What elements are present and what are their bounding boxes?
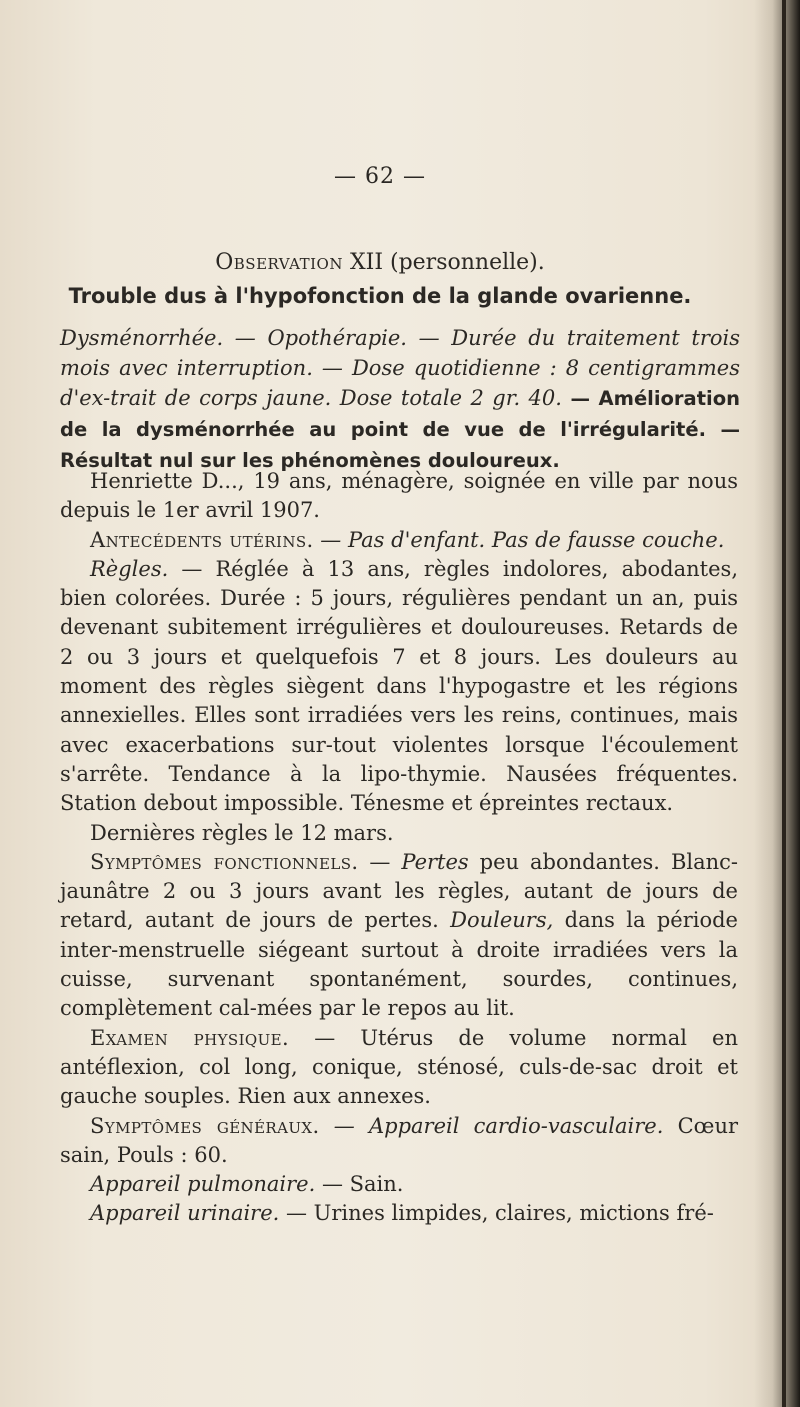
page-edge-shadow (754, 0, 800, 1407)
regles-heading: Règles. (90, 556, 169, 581)
paragraph-symptomes-generaux (60, 1112, 738, 1171)
paragraph-antecedents (60, 526, 738, 555)
paragraph-pulmonaire (60, 1170, 738, 1199)
symptomes-fonctionnels-text2: dans la période inter-menstruelle siégeant surtout à droite irradiées vers la cuisse, survenant spontanément, sourdes, continues, complètement cal-mées par le repos au lit. (60, 908, 738, 1021)
page-number: — 62 — (334, 164, 426, 189)
observation-title-prefix: Observation (215, 250, 343, 275)
symptomes-fonctionnels-dash: — (358, 849, 402, 874)
paragraph-dernieres-regles: Dernières règles le 12 mars. (90, 820, 394, 845)
douleurs-heading: Douleurs, (450, 908, 554, 933)
symptomes-fonctionnels-text1: peu abondantes. Blanc-jaunâtre 2 ou 3 jours avant les règles, autant de jours de retard, autant de jours de pertes. (60, 849, 738, 933)
observation-subtitle: Trouble dus à l'hypofonction de la glande ovarienne. (68, 284, 692, 308)
examen-text: — Utérus de volume normal en antéflexion, col long, conique, sténosé, culs-de-sac droit et gauche souples. Rien aux annexes. (60, 1025, 738, 1109)
observation-summary (60, 323, 740, 476)
urinaire-heading: Appareil urinaire. (90, 1201, 280, 1226)
observation-body (60, 467, 738, 1229)
cardio-vasculaire-text: Cœur sain, Pouls : 60. (60, 1113, 739, 1167)
paragraph-regles (60, 555, 738, 819)
summary-treatment: Dysménorrhée. — Opothérapie. — Durée du traitement trois mois avec interruption. — Dose quotidienne : 8 centigrammes d'ex-trait de corps jaune. Dose totale 2 gr. 40. (60, 326, 740, 410)
observation-title (0, 250, 760, 275)
paragraph-urinaire (60, 1199, 738, 1228)
page-binding-line (782, 0, 786, 1407)
regles-text: — Réglée à 13 ans, règles indolores, abodantes, bien colorées. Durée : 5 jours, régulières pendant un an, puis devenant subitement irrégulières et douloureuses. Retards de 2 ou 3 jours et quelquefois 7 et 8 jours. Les douleurs au moment des règles siègent dans l'hypogastre et les régions annexielles. Elles sont irradiées vers les reins, continues, mais avec exacerbations sur-tout violentes lorsque l'écoulement s'arrête. Tendance à la lipo-thymie. Nausées fréquentes. Station debout impossible. Ténesme et épreintes rectaux. (60, 556, 738, 816)
antecedents-heading: Antecédents utérins. (90, 527, 314, 552)
observation-title-rest: XII (personnelle). (342, 250, 545, 275)
pulmonaire-heading: Appareil pulmonaire. (90, 1172, 316, 1197)
pulmonaire-text: — Sain. (315, 1172, 404, 1197)
paragraph-patient: Henriette D..., 19 ans, ménagère, soignée en ville par nous depuis le 1er avril 1907. (60, 469, 738, 523)
antecedents-text: — Pas d'enfant. Pas de fausse couche. (313, 527, 725, 552)
symptomes-generaux-heading: Symptômes généraux. (90, 1113, 320, 1138)
symptomes-fonctionnels-heading: Symptômes fonctionnels. (90, 849, 359, 874)
paragraph-symptomes-fonctionnels (60, 848, 738, 1024)
summary-result: — Amélioration de la dysménorrhée au point de vue de l'irrégularité. — Résultat nul sur les phénomènes douloureux. (60, 387, 740, 472)
cardio-vasculaire-heading: — Appareil cardio-vasculaire. (319, 1113, 664, 1138)
urinaire-text: — Urines limpides, claires, mictions fré- (279, 1201, 714, 1226)
paragraph-examen-physique (60, 1024, 738, 1112)
examen-heading: Examen physique. (90, 1025, 290, 1050)
pertes-heading: Pertes (401, 849, 469, 874)
